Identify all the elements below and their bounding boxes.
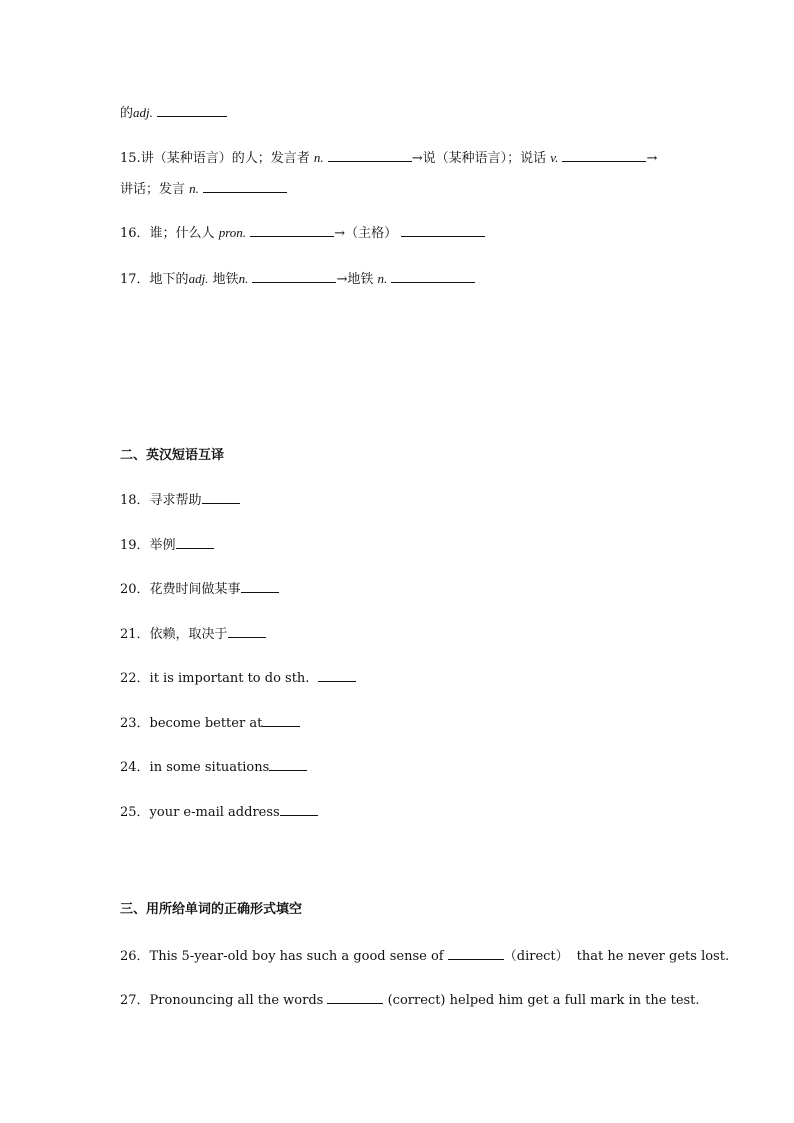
question-text: →说（某种语言）；说话 [411,151,547,166]
pos-label: adj. [188,271,209,286]
answer-blank[interactable] [280,803,318,816]
phrase-item-20 [120,580,279,599]
arrow-text: → [646,151,658,166]
question-number: 26． [120,949,150,964]
answer-blank[interactable] [250,224,334,237]
phrase-item-22 [120,669,356,688]
answer-blank[interactable] [202,491,240,504]
answer-blank[interactable] [327,991,383,1004]
question-number: 21． [120,627,150,642]
phrase-item-25 [120,803,318,822]
answer-blank[interactable] [401,224,485,237]
answer-blank[interactable] [328,149,412,162]
section-heading-phrase-translation [120,447,224,465]
question-number: 24． [120,760,150,775]
question-text: Pronouncing all the words [149,993,324,1008]
question-text: 地铁 [212,272,239,287]
question-number: 20． [120,582,150,597]
question-text: that he never gets lost. [576,949,730,964]
answer-blank[interactable] [203,180,287,193]
question-text: →（主格） [334,226,398,241]
question-text: 寻求帮助 [149,493,202,508]
answer-blank[interactable] [318,669,356,682]
answer-blank[interactable] [391,270,475,283]
vocab-question-17 [120,270,475,289]
phrase-item-23 [120,714,300,733]
answer-blank[interactable] [176,536,214,549]
pos-label: adj. [133,105,153,120]
question-number: 19． [120,538,150,553]
question-text: 谁；什么人 [149,226,215,241]
vocab-question-16 [120,224,485,243]
question-number: 22． [120,671,150,686]
question-text: 花费时间做某事 [149,582,241,597]
question-text: 讲（某种语言）的人；发言者 [140,151,310,166]
fill-question-26 [120,947,729,966]
hint-word: （direct） [503,949,569,964]
question-text: helped him get a full mark in the test. [449,993,700,1008]
question-text: →地铁 [336,272,374,287]
phrase-item-19 [120,536,214,555]
question-text: 举例 [149,538,176,553]
answer-blank[interactable] [262,714,300,727]
question-text: 讲话；发言 [120,182,186,197]
answer-blank[interactable] [448,947,504,960]
question-number: 18． [120,493,150,508]
question-number: 16． [120,226,150,241]
question-number: 27． [120,993,150,1008]
vocab-line-14-continued [120,104,227,123]
phrase-item-18 [120,491,240,510]
question-text: become better at [149,716,263,731]
pos-label: n. [238,271,249,286]
fill-question-27 [120,991,700,1010]
pos-label: n. [377,271,388,286]
question-text: 依赖，取决于 [149,627,228,642]
vocab-question-15-line2 [120,180,287,199]
answer-blank[interactable] [241,580,279,593]
phrase-item-24 [120,758,307,777]
answer-blank[interactable] [157,104,227,117]
pos-label: n. [313,150,324,165]
section-title: 三、用所给单词的正确形式填空 [120,902,303,917]
pos-label: pron. [218,225,247,240]
word-text: 的 [120,106,134,121]
answer-blank[interactable] [252,270,336,283]
phrase-item-21 [120,625,266,644]
pos-label: v. [550,150,559,165]
question-number: 23． [120,716,150,731]
question-text: it is important to do sth. [149,671,314,686]
vocab-question-15 [120,149,657,168]
section-heading-word-forms [120,901,302,919]
answer-blank[interactable] [269,758,307,771]
pos-label: n. [189,181,199,196]
question-text: in some situations [149,760,270,775]
question-number: 17． [120,272,150,287]
hint-word: (correct) [387,993,446,1008]
question-number: 15. [120,151,141,166]
question-text: your e-mail address [149,805,280,820]
question-text: 地下的 [149,272,189,287]
question-text: This 5-year-old boy has such a good sense of [149,949,444,964]
section-title: 二、英汉短语互译 [120,448,225,463]
answer-blank[interactable] [562,149,646,162]
question-number: 25． [120,805,150,820]
answer-blank[interactable] [228,625,266,638]
